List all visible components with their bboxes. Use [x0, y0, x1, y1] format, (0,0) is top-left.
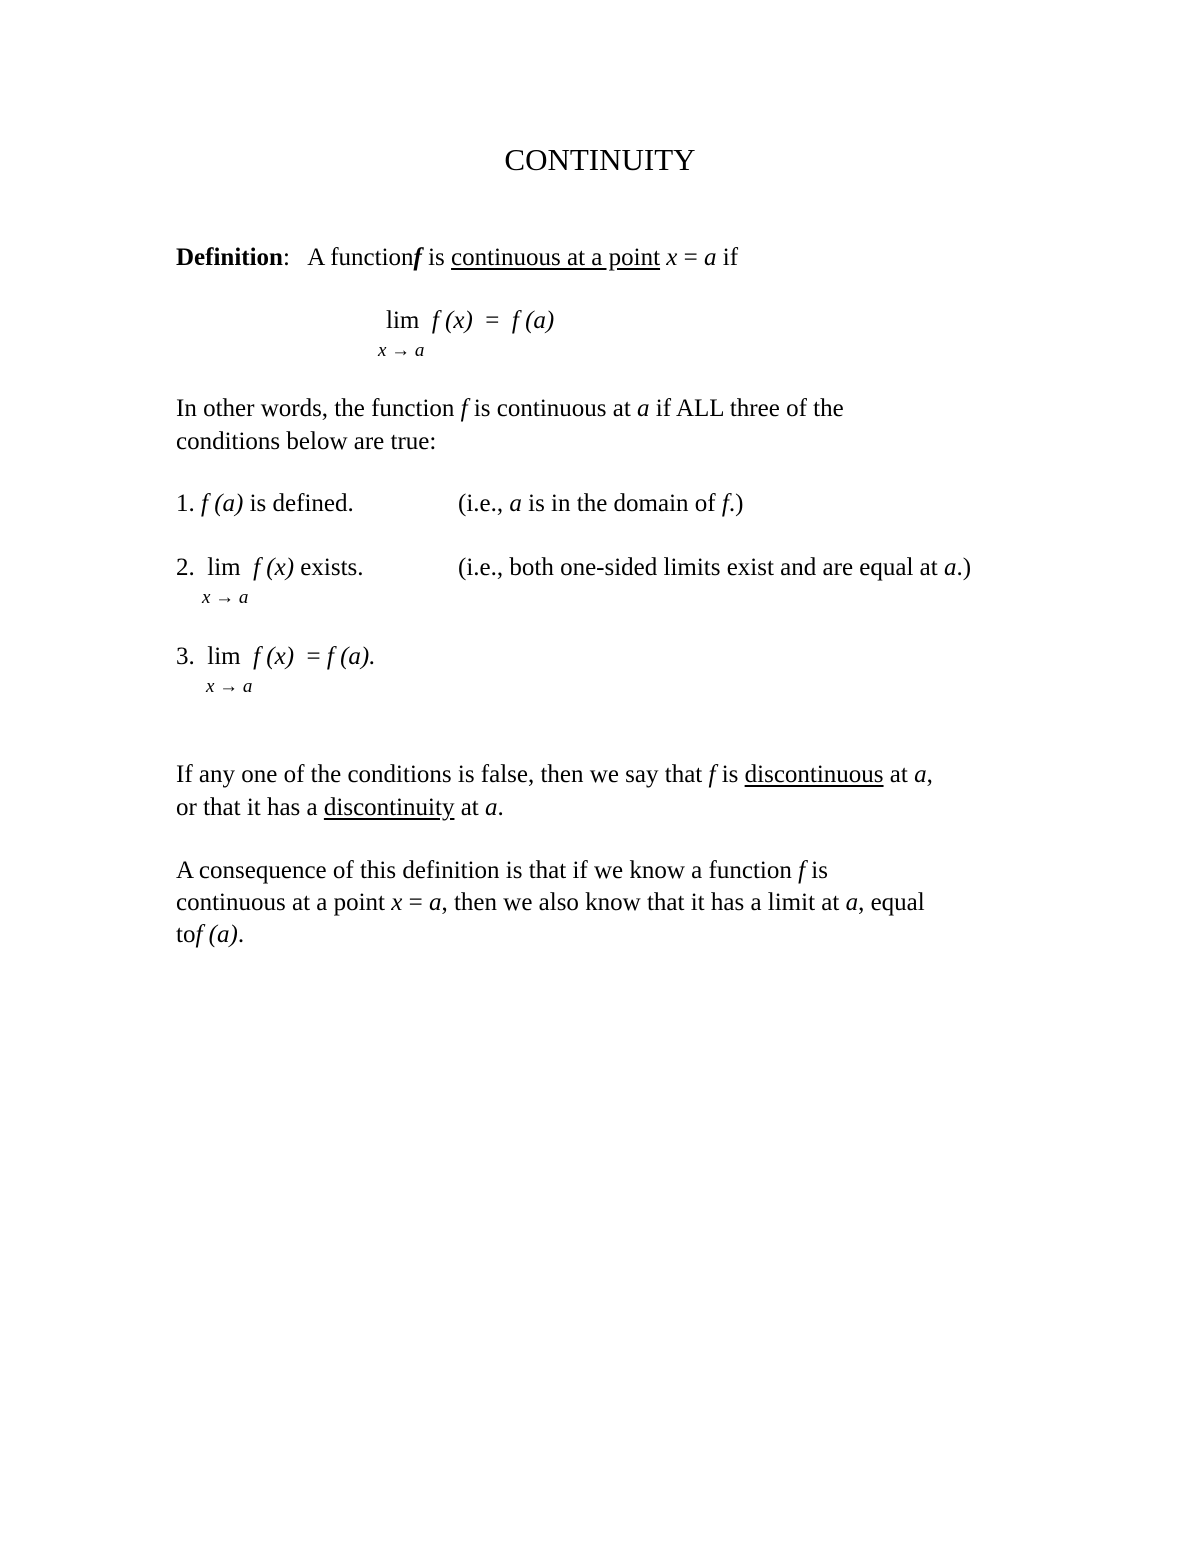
paragraph-3-line-2: continuous at a point x = a, then we also know that it has a limit at a, equal: [176, 889, 925, 916]
paragraph-1-line-2: conditions below are true:: [176, 428, 437, 455]
paragraph-1-line-1: In other words, the function f is continuous at a if ALL three of the: [176, 395, 844, 422]
page-title: CONTINUITY: [504, 142, 696, 177]
paragraph-2-line-2: or that it has a discontinuity at a.: [176, 794, 504, 821]
main-limit-subscript: x → a: [378, 340, 425, 361]
paragraph-2-line-1: If any one of the conditions is false, then we say that f is discontinuous at a,: [176, 761, 933, 788]
condition-2-subscript: x → a: [202, 587, 249, 608]
main-limit-equation: lim f (x) = f (a): [386, 307, 555, 334]
condition-1: 1. f (a) is defined.: [176, 490, 354, 517]
condition-3-subscript: x → a: [206, 676, 253, 697]
discontinuous-term: discontinuous: [744, 761, 884, 788]
definition-label: Definition: [176, 244, 283, 271]
condition-3: 3. lim f (x) = f (a).: [176, 643, 376, 670]
continuous-at-point-term: continuous at a point: [451, 244, 661, 271]
condition-1-note: (i.e., a is in the domain of f.): [458, 490, 744, 517]
definition-line: Definition: A functionf is continuous at a point x = a if: [176, 244, 739, 271]
condition-2-note: (i.e., both one-sided limits exist and are equal at a.): [458, 554, 972, 581]
condition-2: 2. lim f (x) exists.: [176, 554, 364, 581]
paragraph-3-line-3: tof (a).: [176, 921, 245, 948]
discontinuity-term: discontinuity: [323, 794, 455, 821]
paragraph-3-line-1: A consequence of this definition is that if we know a function f is: [176, 857, 828, 884]
